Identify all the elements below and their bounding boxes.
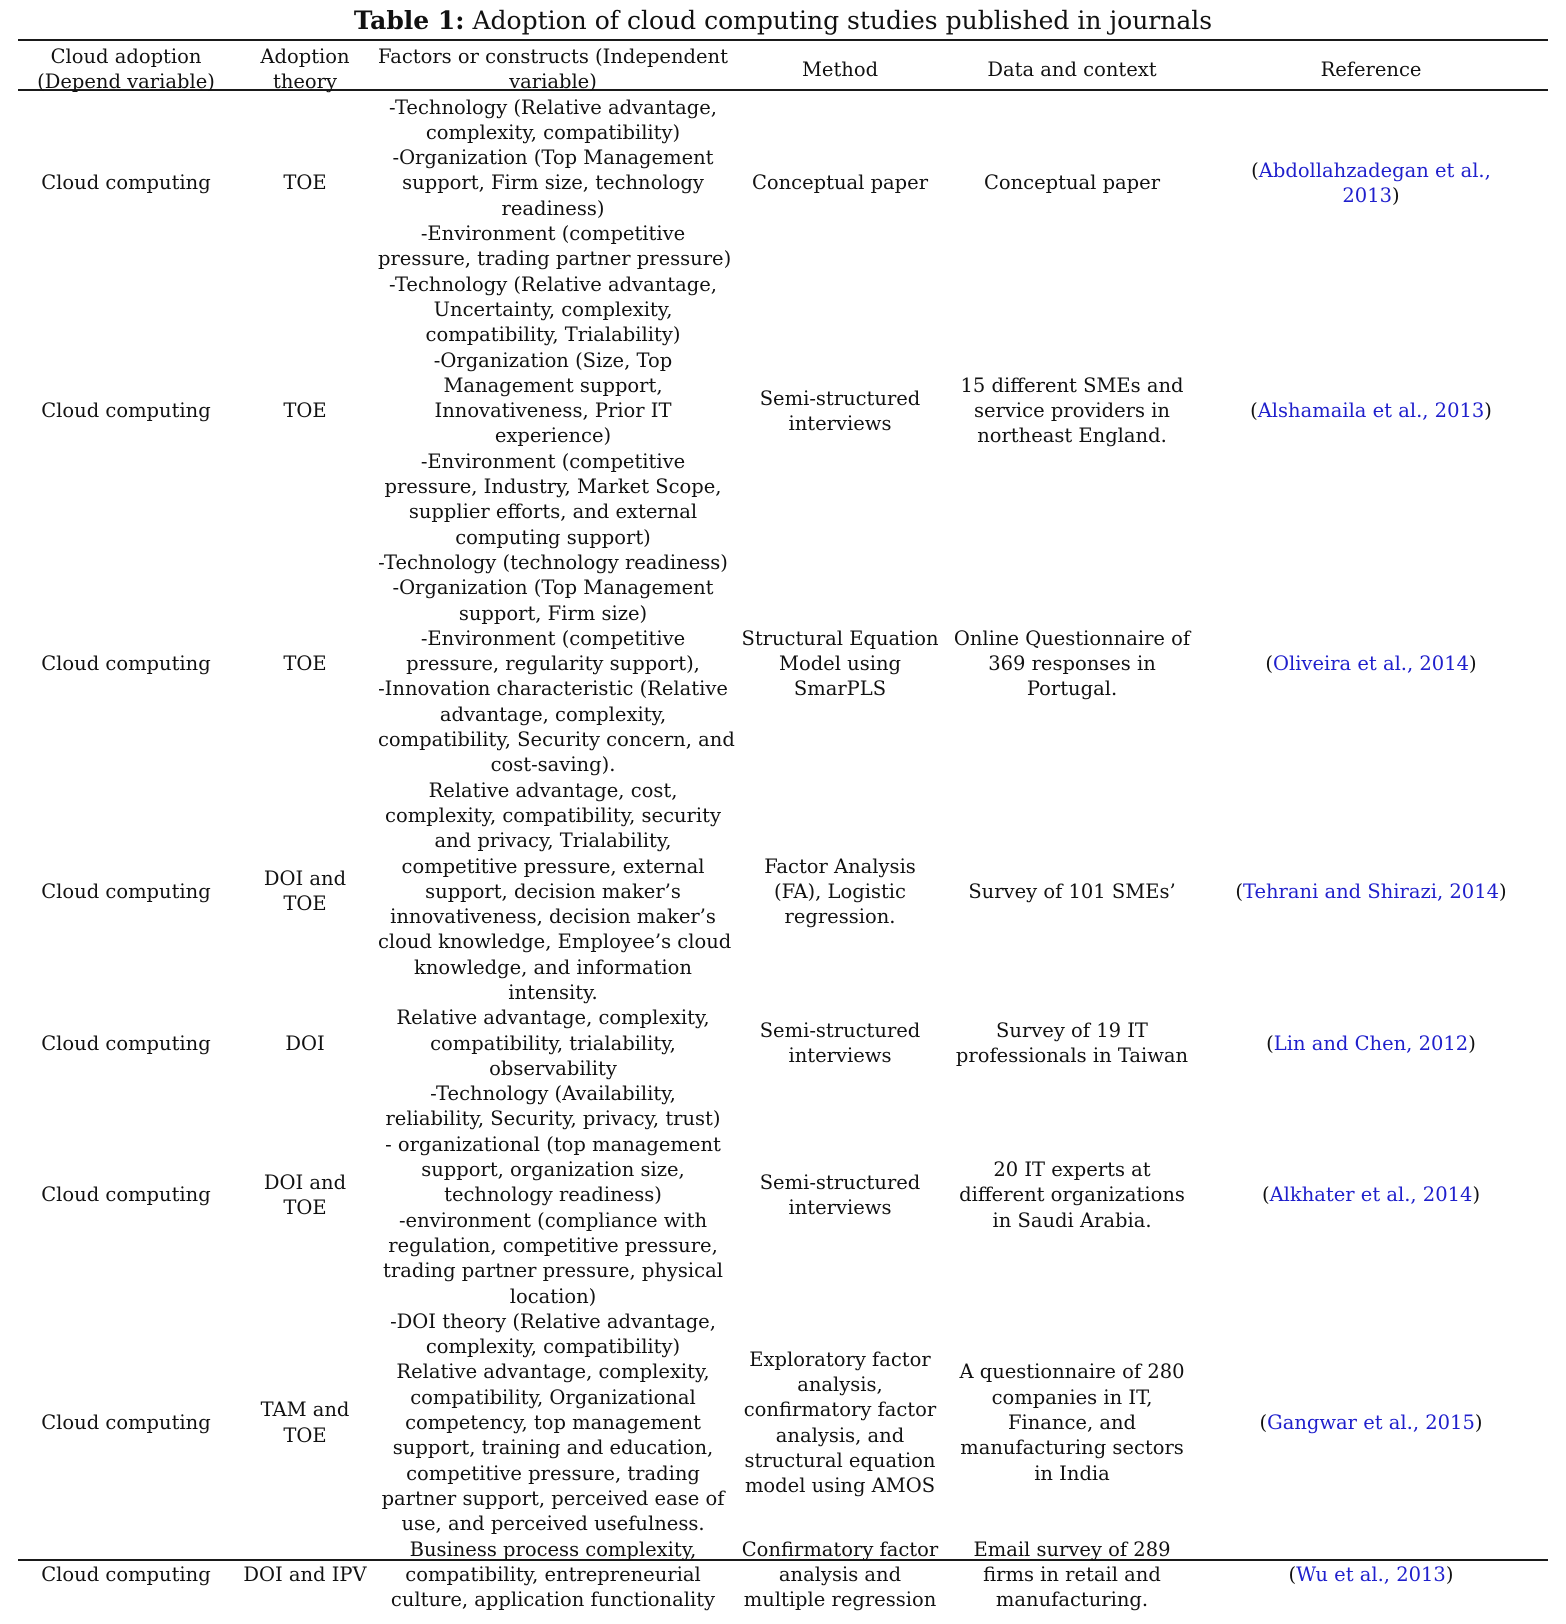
cell-factors-line: support, decision maker’s bbox=[425, 879, 681, 903]
cell-factors-line: location) bbox=[509, 1284, 597, 1308]
cell-data-context-line: Finance, and bbox=[1007, 1411, 1137, 1435]
cell-factors-line: -Technology (technology readiness) bbox=[378, 550, 728, 574]
open-paren: ( bbox=[1235, 879, 1243, 903]
reference-link[interactable]: Alshamaila et al., 2013 bbox=[1257, 399, 1485, 423]
cell-method-line: Factor Analysis bbox=[764, 854, 916, 878]
cell-method-line: (FA), Logistic bbox=[774, 879, 906, 903]
cell-method-line: interviews bbox=[788, 1196, 892, 1219]
cell-factors-line: Innovativeness, Prior IT bbox=[434, 399, 672, 423]
cell-factors-line: partner support, perceived ease of bbox=[381, 1486, 725, 1510]
header-dependent-variable-line: (Depend variable) bbox=[37, 70, 215, 94]
cell-data-context-line: Portugal. bbox=[1026, 677, 1118, 701]
cell-adoption-theory-line: TAM and bbox=[260, 1398, 350, 1422]
cell-method-line: model using AMOS bbox=[744, 1474, 936, 1498]
cell-data-context-line: Survey of 19 IT bbox=[996, 1018, 1148, 1042]
cell-factors-line: technology readiness) bbox=[444, 1183, 662, 1207]
close-paren: ) bbox=[1472, 1183, 1481, 1207]
cell-factors-line: compatibility, entrepreneurial bbox=[405, 1562, 701, 1586]
cell-data-context-line: northeast England. bbox=[977, 424, 1167, 448]
cell-reference-line bbox=[1196, 879, 1546, 904]
cell-factors bbox=[376, 778, 730, 1006]
cell-factors bbox=[376, 1005, 730, 1081]
header-adoption-theory-line: Adoption bbox=[260, 45, 350, 68]
cell-reference-line bbox=[1196, 1182, 1546, 1207]
cell-method-line: Semi-structured bbox=[759, 386, 921, 410]
cell-dependent-variable-line: Cloud computing bbox=[41, 1411, 211, 1435]
cell-factors bbox=[376, 272, 730, 550]
cell-method bbox=[730, 95, 950, 272]
cell-adoption-theory bbox=[234, 95, 376, 272]
cell-factors bbox=[376, 1081, 730, 1309]
cell-method bbox=[730, 1005, 950, 1081]
cell-factors-line: Management support, bbox=[443, 373, 663, 397]
cell-data-context bbox=[950, 95, 1194, 272]
close-paren: ) bbox=[1469, 652, 1477, 676]
cell-method bbox=[730, 1309, 950, 1537]
cell-dependent-variable bbox=[18, 1081, 234, 1309]
header-reference-line: Reference bbox=[1320, 57, 1422, 81]
cell-data-context bbox=[950, 1081, 1194, 1309]
cell-method-line: Semi-structured bbox=[759, 1018, 921, 1042]
header-data-context bbox=[950, 44, 1194, 95]
cell-data-context-line: Conceptual paper bbox=[983, 171, 1161, 195]
close-paren: ) bbox=[1474, 1411, 1483, 1435]
cell-data-context-line: Survey of 101 SMEs’ bbox=[968, 879, 1176, 903]
cell-data-context-line: 15 different SMEs and bbox=[960, 373, 1184, 397]
cell-data-context-line: manufacturing. bbox=[995, 1588, 1149, 1612]
cell-factors-line: -Technology (Availability, bbox=[430, 1082, 676, 1106]
cell-dependent-variable-line: Cloud computing bbox=[41, 1562, 211, 1586]
cell-factors bbox=[376, 550, 735, 778]
header-adoption-theory bbox=[234, 44, 376, 95]
cell-method-line: Model using bbox=[778, 652, 901, 676]
cell-factors-line: -Organization (Top Management bbox=[392, 146, 714, 170]
cell-factors-line: -Organization (Top Management bbox=[392, 576, 714, 600]
cell-reference bbox=[1194, 95, 1548, 272]
cell-factors-line: observability bbox=[489, 1056, 617, 1080]
cell-factors-line: trading partner pressure, physical bbox=[383, 1259, 723, 1283]
cell-method bbox=[730, 1537, 950, 1613]
cell-factors-line: compatibility, trialability, bbox=[430, 1031, 676, 1055]
close-paren: ) bbox=[1499, 879, 1507, 903]
table-caption-label: Table 1: bbox=[353, 6, 465, 35]
cell-factors-line: -environment (compliance with bbox=[398, 1208, 708, 1232]
table-body bbox=[18, 95, 1548, 1613]
table-row bbox=[18, 550, 1548, 778]
cell-method-line: confirmatory factor bbox=[743, 1398, 937, 1422]
cell-data-context-line: in India bbox=[1034, 1461, 1110, 1485]
cell-data-context-line: professionals in Taiwan bbox=[955, 1044, 1189, 1068]
top-rule bbox=[18, 39, 1548, 41]
reference-link[interactable]: Oliveira et al., 2014 bbox=[1272, 652, 1470, 676]
cell-factors-line: -Organization (Size, Top bbox=[433, 348, 673, 372]
cell-adoption-theory-line: TOE bbox=[283, 892, 327, 916]
header-factors-line: Factors or constructs (Independent bbox=[378, 45, 728, 68]
cell-data-context-line: companies in IT, bbox=[991, 1385, 1153, 1409]
cell-reference bbox=[1194, 778, 1548, 1006]
cell-dependent-variable bbox=[18, 1309, 234, 1537]
close-paren: ) bbox=[1484, 399, 1492, 423]
cell-reference-line bbox=[1196, 1031, 1546, 1056]
cell-method bbox=[730, 272, 950, 550]
cell-adoption-theory-line: TOE bbox=[283, 171, 327, 195]
cell-factors-line: Relative advantage, cost, bbox=[428, 778, 678, 802]
open-paren: ( bbox=[1266, 1031, 1274, 1055]
cell-adoption-theory bbox=[234, 272, 376, 550]
cell-adoption-theory-line: DOI bbox=[285, 1031, 325, 1055]
cell-data-context-line: manufacturing sectors bbox=[960, 1436, 1184, 1460]
cell-dependent-variable-line: Cloud computing bbox=[41, 879, 211, 903]
cell-dependent-variable-line: Cloud computing bbox=[41, 1183, 211, 1207]
cell-method-line: Semi-structured bbox=[759, 1170, 921, 1194]
cell-factors-line: Relative advantage, complexity, bbox=[396, 1006, 710, 1030]
cell-factors-line: pressure, Industry, Market Scope, bbox=[384, 475, 722, 499]
cell-data-context bbox=[950, 1537, 1194, 1613]
close-paren: ) bbox=[1392, 184, 1400, 208]
close-paren: ) bbox=[1445, 1562, 1454, 1586]
cell-factors-line: support, Firm size) bbox=[458, 601, 648, 625]
table-row bbox=[18, 1081, 1548, 1309]
cell-factors bbox=[376, 1537, 730, 1613]
table-row bbox=[18, 95, 1548, 272]
cell-adoption-theory bbox=[234, 1537, 376, 1613]
table-row bbox=[18, 1309, 1548, 1537]
cell-adoption-theory bbox=[234, 1309, 376, 1537]
cell-dependent-variable-line: Cloud computing bbox=[41, 171, 211, 195]
cell-method-line: analysis and bbox=[778, 1562, 902, 1586]
cell-data-context-line: Online Questionnaire of bbox=[953, 626, 1191, 650]
cell-factors-line: -Environment (competitive bbox=[420, 449, 686, 473]
cell-adoption-theory-line: TOE bbox=[283, 1196, 327, 1219]
cell-factors-line: competitive pressure, trading bbox=[406, 1461, 700, 1485]
cell-method bbox=[730, 778, 950, 1006]
header-dependent-variable-line: Cloud adoption bbox=[50, 45, 202, 68]
open-paren: ( bbox=[1261, 1183, 1270, 1207]
cell-factors-line: compatibility, Trialability) bbox=[425, 323, 681, 347]
cell-method-line: structural equation bbox=[744, 1448, 936, 1472]
cell-factors-line: Business process complexity, bbox=[409, 1537, 697, 1561]
cell-reference-line bbox=[1196, 1562, 1546, 1587]
reference-link[interactable]: Gangwar et al., 2015 bbox=[1267, 1411, 1475, 1435]
close-paren: ) bbox=[1468, 1031, 1476, 1055]
cell-dependent-variable-line: Cloud computing bbox=[41, 399, 211, 423]
cell-factors-line: complexity, compatibility, security bbox=[385, 803, 721, 827]
cell-adoption-theory-line: DOI and IPV bbox=[243, 1562, 367, 1586]
cell-dependent-variable bbox=[18, 1537, 234, 1613]
reference-link[interactable]: Tehrani and Shirazi, 2014 bbox=[1242, 879, 1500, 903]
open-paren: ( bbox=[1250, 399, 1258, 423]
cell-factors-line: pressure, trading partner pressure) bbox=[378, 247, 732, 271]
table-row bbox=[18, 778, 1548, 1006]
cell-factors bbox=[376, 95, 730, 272]
cell-factors-line: reliability, Security, privacy, trust) bbox=[385, 1107, 721, 1131]
cell-method-line: analysis, bbox=[797, 1373, 883, 1397]
cell-adoption-theory-line: DOI and bbox=[263, 867, 347, 891]
cell-factors-line: support, Firm size, technology bbox=[402, 171, 704, 195]
cell-factors-line: and privacy, Trialability, bbox=[434, 829, 672, 853]
cell-factors bbox=[376, 1309, 730, 1537]
cell-method-line: interviews bbox=[788, 1044, 892, 1068]
cell-dependent-variable bbox=[18, 550, 234, 778]
cell-dependent-variable-line: Cloud computing bbox=[41, 652, 211, 676]
cell-adoption-theory bbox=[234, 550, 376, 778]
cell-method-line: multiple regression bbox=[743, 1588, 937, 1612]
cell-factors-line: -DOI theory (Relative advantage, bbox=[390, 1309, 716, 1333]
cell-dependent-variable bbox=[18, 778, 234, 1006]
cell-data-context bbox=[950, 778, 1194, 1006]
cell-data-context-line: Email survey of 289 bbox=[973, 1537, 1171, 1561]
cell-reference-line bbox=[1196, 183, 1546, 208]
cell-data-context bbox=[950, 272, 1194, 550]
open-paren: ( bbox=[1288, 1562, 1297, 1586]
cell-factors-line: knowledge, and information bbox=[414, 955, 692, 979]
cell-reference bbox=[1194, 550, 1548, 778]
cell-data-context bbox=[950, 550, 1194, 778]
reference-link[interactable]: Lin and Chen, 2012 bbox=[1273, 1031, 1469, 1055]
cell-reference bbox=[1194, 1309, 1548, 1537]
reference-link[interactable]: Alkhater et al., 2014 bbox=[1269, 1183, 1473, 1207]
cell-factors-line: competitive pressure, external bbox=[401, 854, 705, 878]
table-header bbox=[18, 44, 1548, 95]
cell-adoption-theory-line: DOI and bbox=[263, 1170, 347, 1194]
reference-link[interactable]: 2013 bbox=[1342, 184, 1393, 208]
cell-factors-line: support, training and education, bbox=[392, 1436, 714, 1460]
cell-factors-line: supplier efforts, and external bbox=[408, 500, 698, 524]
cell-factors-line: competency, top management bbox=[405, 1411, 701, 1435]
cell-adoption-theory bbox=[234, 778, 376, 1006]
header-dependent-variable bbox=[18, 44, 234, 95]
cell-factors-line: regulation, competitive pressure, bbox=[388, 1233, 718, 1257]
header-factors bbox=[376, 44, 730, 95]
cell-factors-line: culture, application functionality bbox=[390, 1588, 716, 1612]
table-caption bbox=[0, 6, 1566, 36]
cell-data-context bbox=[950, 1309, 1194, 1537]
cell-method-line: interviews bbox=[788, 411, 892, 435]
cell-reference bbox=[1194, 1005, 1548, 1081]
cell-factors-line: -Technology (Relative advantage, bbox=[389, 95, 717, 119]
open-paren: ( bbox=[1251, 158, 1259, 182]
cell-factors-line: complexity, compatibility) bbox=[425, 120, 681, 144]
table-row bbox=[18, 1537, 1548, 1613]
cell-dependent-variable bbox=[18, 272, 234, 550]
cell-data-context-line: in Saudi Arabia. bbox=[992, 1208, 1152, 1232]
cell-factors-line: -Innovation characteristic (Relative bbox=[378, 677, 728, 701]
cell-reference-line bbox=[1196, 1410, 1546, 1435]
cell-factors-line: cost-saving). bbox=[490, 753, 616, 777]
header-factors-line: variable) bbox=[509, 70, 597, 94]
cell-reference bbox=[1194, 272, 1548, 550]
cell-data-context-line: firms in retail and bbox=[983, 1562, 1161, 1586]
cell-reference bbox=[1194, 1081, 1548, 1309]
cell-method bbox=[730, 1081, 950, 1309]
header-adoption-theory-line: theory bbox=[272, 70, 337, 94]
cell-factors-line: support, organization size, bbox=[421, 1158, 685, 1182]
cell-factors-line: intensity. bbox=[508, 980, 598, 1004]
header-data-context-line: Data and context bbox=[987, 57, 1157, 81]
header-row bbox=[18, 44, 1548, 95]
cell-factors-line: - organizational (top management bbox=[385, 1132, 721, 1156]
header-method-line: Method bbox=[801, 57, 879, 81]
cell-method-line: analysis, and bbox=[775, 1423, 905, 1447]
cell-adoption-theory-line: TOE bbox=[283, 1423, 327, 1447]
cell-method-line: regression. bbox=[784, 905, 896, 929]
cell-factors-line: innovativeness, decision maker’s bbox=[390, 905, 716, 929]
header-reference bbox=[1194, 44, 1548, 95]
cell-method bbox=[730, 550, 950, 778]
cell-factors-line: compatibility, Organizational bbox=[410, 1385, 696, 1409]
cell-adoption-theory-line: TOE bbox=[283, 399, 327, 423]
cell-method-line: Conceptual paper bbox=[751, 171, 929, 195]
cell-method-line: Exploratory factor bbox=[749, 1347, 931, 1371]
cell-factors-line: use, and perceived usefulness. bbox=[401, 1512, 705, 1536]
cell-factors-line: -Environment (competitive bbox=[420, 222, 686, 246]
header-method bbox=[730, 44, 950, 95]
open-paren: ( bbox=[1265, 652, 1273, 676]
cell-method-line: SmarPLS bbox=[793, 677, 887, 701]
cell-data-context-line: 369 responses in bbox=[988, 652, 1156, 676]
cell-reference-line bbox=[1196, 651, 1546, 676]
cell-factors-line: pressure, regularity support), bbox=[406, 652, 700, 676]
cell-dependent-variable bbox=[18, 95, 234, 272]
cell-method-line: Confirmatory factor bbox=[741, 1537, 939, 1561]
cell-factors-line: -Technology (Relative advantage, bbox=[389, 272, 717, 296]
cell-factors-line: advantage, complexity, bbox=[439, 702, 667, 726]
cell-dependent-variable bbox=[18, 1005, 234, 1081]
cell-factors-line: -Environment (competitive bbox=[420, 626, 686, 650]
cell-data-context-line: different organizations bbox=[959, 1183, 1185, 1207]
cell-factors-line: readiness) bbox=[501, 196, 605, 220]
cell-data-context-line: service providers in bbox=[974, 399, 1170, 423]
reference-link[interactable]: Wu et al., 2013 bbox=[1296, 1562, 1446, 1586]
cell-factors-line: compatibility, Security concern, and bbox=[378, 728, 735, 752]
cell-reference bbox=[1194, 1537, 1548, 1613]
cell-data-context bbox=[950, 1005, 1194, 1081]
cell-factors-line: Relative advantage, complexity, bbox=[396, 1360, 710, 1384]
cell-factors-line: experience) bbox=[494, 424, 612, 448]
cell-data-context-line: A questionnaire of 280 bbox=[959, 1360, 1185, 1384]
cell-factors-line: Uncertainty, complexity, bbox=[433, 297, 673, 321]
cell-adoption-theory bbox=[234, 1081, 376, 1309]
open-paren: ( bbox=[1259, 1411, 1268, 1435]
table-row bbox=[18, 1005, 1548, 1081]
cell-data-context-line: 20 IT experts at bbox=[993, 1158, 1151, 1182]
cell-factors-line: cloud knowledge, Employee’s cloud bbox=[378, 930, 732, 954]
reference-link[interactable]: Abdollahzadegan et al., bbox=[1258, 158, 1491, 182]
cell-dependent-variable-line: Cloud computing bbox=[41, 1031, 211, 1055]
cell-reference-line bbox=[1196, 158, 1546, 183]
cell-adoption-theory bbox=[234, 1005, 376, 1081]
table-caption-text: Adoption of cloud computing studies published in journals bbox=[464, 6, 1213, 35]
cell-reference-line bbox=[1196, 398, 1546, 423]
adoption-table bbox=[18, 44, 1548, 1612]
cell-factors-line: computing support) bbox=[455, 525, 651, 549]
cell-factors-line: complexity, compatibility) bbox=[425, 1335, 681, 1359]
cell-adoption-theory-line: TOE bbox=[283, 652, 327, 676]
cell-method-line: Structural Equation bbox=[741, 626, 939, 650]
table-row bbox=[18, 272, 1548, 550]
